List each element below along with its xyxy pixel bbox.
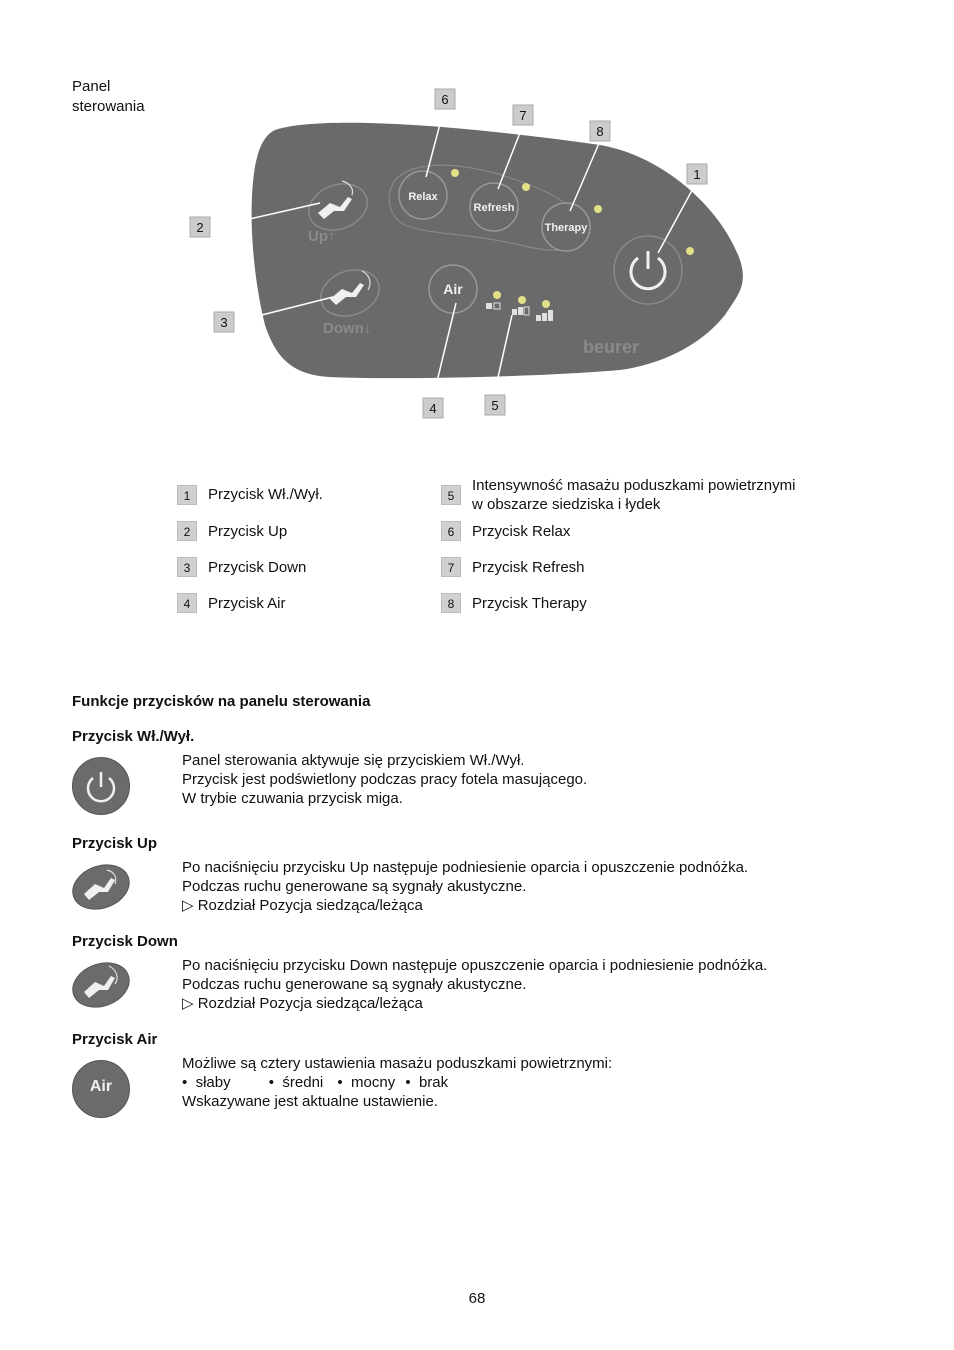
onoff-description [182,751,587,808]
air-option-4: brak [418,1074,449,1091]
intensity-bar-1 [486,303,492,309]
up-line-1: Po naciśnięciu przycisku Up następuje podniesienie oparcia i opuszczenie podnóżka. [182,859,749,876]
down-description [182,956,767,1013]
refresh-led [522,183,530,191]
legend-num-6: 6 [441,521,461,541]
refresh-label: Refresh [473,202,515,214]
up-line-2: Podczas ruchu generowane są sygnały akustyczne. [182,878,527,895]
air-label: Air [443,281,463,297]
brand-logo: beurer [583,337,640,357]
up-line-3: ▷ Rozdział Pozycja siedząca/leżąca [182,897,423,914]
air-option-1: słaby [195,1074,231,1091]
legend-text-8: Przycisk Therapy [472,595,587,612]
air-options: • słaby • średni • mocny • brak [182,1074,449,1091]
air-option-2: średni [282,1074,324,1091]
legend-text-6: Przycisk Relax [472,523,571,540]
legend-text-1: Przycisk Wł./Wył. [208,486,323,503]
page-number: 68 [468,1290,486,1307]
legend-num-7: 7 [441,557,461,577]
power-icon [73,758,129,814]
panel-title-line2: sterowania [72,98,145,115]
legend-num-8: 8 [441,593,461,613]
legend-num-4: 4 [177,593,197,613]
legend-text-5-line2: w obszarze siedziska i łydek [472,496,661,513]
callout-2-label: 2 [196,220,204,235]
intensity-led-1 [493,291,501,299]
functions-heading: Funkcje przycisków na panelu sterowania [72,693,371,710]
air-option-3: mocny [351,1074,396,1091]
intensity-led-2 [518,296,526,304]
legend-num-2: 2 [177,521,197,541]
intensity-bar-3b [542,313,547,321]
callout-3-label: 3 [220,315,228,330]
legend-text-4: Przycisk Air [208,595,286,612]
therapy-led [594,205,602,213]
onoff-line-2: Przycisk jest podświetlony podczas pracy fotela masującego. [182,771,588,788]
callout-5-label: 5 [491,398,499,413]
up-description [182,858,748,915]
air-description [182,1054,612,1111]
therapy-label: Therapy [544,222,588,234]
down-button-icon [71,960,131,1010]
control-panel-illustration [180,85,750,425]
intensity-bar-2 [512,309,517,315]
legend-text-2: Przycisk Up [208,523,288,540]
legend-num-5: 5 [441,485,461,505]
callout-6-label: 6 [441,92,449,107]
down-line-3: ▷ Rozdział Pozycja siedząca/leżąca [182,995,423,1012]
onoff-line-3: W trybie czuwania przycisk miga. [182,790,403,807]
relax-label: Relax [408,191,438,203]
legend-text-3: Przycisk Down [208,559,307,576]
callout-8-label: 8 [596,124,604,139]
legend-num-1: 1 [177,485,197,505]
intensity-bar-3c [548,310,553,321]
down-line-1: Po naciśnięciu przycisku Down następuje opuszczenie oparcia i podniesienie podnóżka. [182,957,768,974]
air-button-icon [72,1060,130,1118]
power-led [686,247,694,255]
up-title: Przycisk Up [72,835,158,852]
legend-text-5-line1: Intensywność masażu poduszkami powietrznymi [472,477,796,494]
air-icon-label: Air [89,1078,113,1095]
panel-title-line1: Panel [72,78,111,95]
callout-4-label: 4 [429,401,437,416]
onoff-title: Przycisk Wł./Wył. [72,728,195,745]
relax-led [451,169,459,177]
legend-num-3: 3 [177,557,197,577]
intensity-bar-2b [518,307,523,315]
air-line-1: Możliwe są cztery ustawienia masażu poduszkami powietrznymi: [182,1055,613,1072]
down-line-2: Podczas ruchu generowane są sygnały akustyczne. [182,976,527,993]
callout-7-label: 7 [519,108,527,123]
legend-text-7: Przycisk Refresh [472,559,585,576]
up-label: Up↑ [308,228,336,245]
panel-title [72,77,145,117]
onoff-button-icon [72,757,130,815]
intensity-bar-3 [536,315,541,321]
air-title: Przycisk Air [72,1031,158,1048]
callout-1-label: 1 [693,167,701,182]
power-button [614,236,682,304]
down-label: Down↓ [323,320,372,337]
air-line-3: Wskazywane jest aktualne ustawienie. [182,1093,438,1110]
down-title: Przycisk Down [72,933,178,950]
up-button-icon [71,862,131,912]
intensity-led-3 [542,300,550,308]
legend-text-5 [472,476,795,514]
onoff-line-1: Panel sterowania aktywuje się przyciskiem Wł./Wył. [182,752,525,769]
